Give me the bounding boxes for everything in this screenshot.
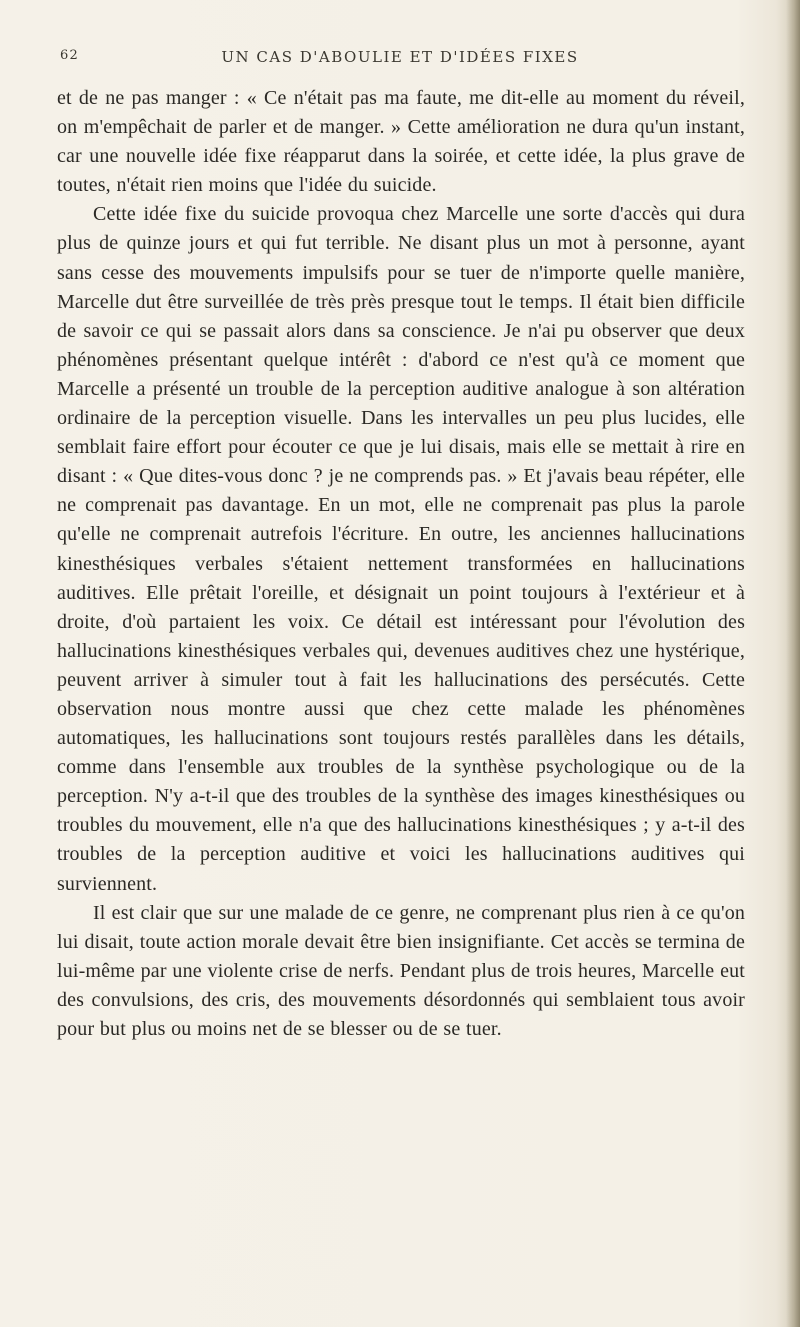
paragraph-suicide-idea: Cette idée fixe du suicide provoqua chez Marcelle une sorte d'accès qui dura plus de quinze jours et qui fut terrible. Ne disant plus un mot à personne, ayant sans cesse des mouvements impulsifs pour se tuer de n'importe quelle manière, Marcelle dut être surveillée de très près presque tout le temps. Il était bien difficile de savoir ce qui se passait alors dans sa conscience. Je n'ai pu observer que deux phénomènes présentant quelque intérêt : d'abord ce n'est qu'à ce moment que Marcelle a présenté un trouble de la perception auditive analogue à son altération ordinaire de la perception visuelle. Dans les intervalles un peu plus lucides, elle semblait faire effort pour écouter ce que je lui disais, mais elle se mettait à rire en disant : « Que dites-vous donc ? je ne comprends pas. » Et j'avais beau répéter, elle ne comprenait pas davantage. En un mot, elle ne comprenait pas plus la parole qu'elle ne comprenait autrefois l'écriture. En outre, les anciennes hallucinations kinesthésiques verbales s'étaient nettement transformées en hallucinations auditives. Elle prêtait l'oreille, et désignait un point toujours à l'extérieur et à droite, d'où partaient les voix. Ce détail est intéressant pour l'évolution des hallucinations kinesthésiques verbales qui, devenues auditives chez une hystérique, peuvent arriver à simuler tout à fait les hallucinations des persécutés. Cette observation nous montre aussi que chez cette malade les phénomènes automatiques, les hallucinations sont toujours restés parallèles dans les détails, comme dans l'ensemble aux troubles de la synthèse psychologique ou de la perception. N'y a-t-il que des troubles de la synthèse des images kinesthésiques ou troubles du mouvement, elle n'a que des hallucinations kinesthésiques ; y a-t-il des troubles de la perception auditive et voici les hallucinations auditives qui surviennent. xyxy=(57,203,745,895)
running-title: UN CAS D'ABOULIE ET D'IDÉES FIXES xyxy=(221,48,579,66)
page-edge-shadow xyxy=(786,0,800,1327)
body-text xyxy=(57,84,745,1044)
page-header xyxy=(60,48,740,72)
paragraph-crisis: Il est clair que sur une malade de ce genre, ne comprenant plus rien à ce qu'on lui disait, toute action morale devait être bien insignifiante. Cet accès se termina de lui-même par une violente crise de nerfs. Pendant plus de trois heures, Marcelle eut des convulsions, des cris, des mouvements désordonnés qui semblaient tous avoir pour but plus ou moins net de se blesser ou de se tuer. xyxy=(57,901,745,1040)
page-number: 62 xyxy=(60,48,79,63)
paragraph-continuation: et de ne pas manger : « Ce n'était pas ma faute, me dit-elle au moment du réveil, on m'empêchait de parler et de manger. » Cette amélioration ne dura qu'un instant, car une nouvelle idée fixe réapparut dans la soirée, et cette idée, la plus grave de toutes, n'était rien moins que l'idée du suicide. xyxy=(57,87,745,197)
